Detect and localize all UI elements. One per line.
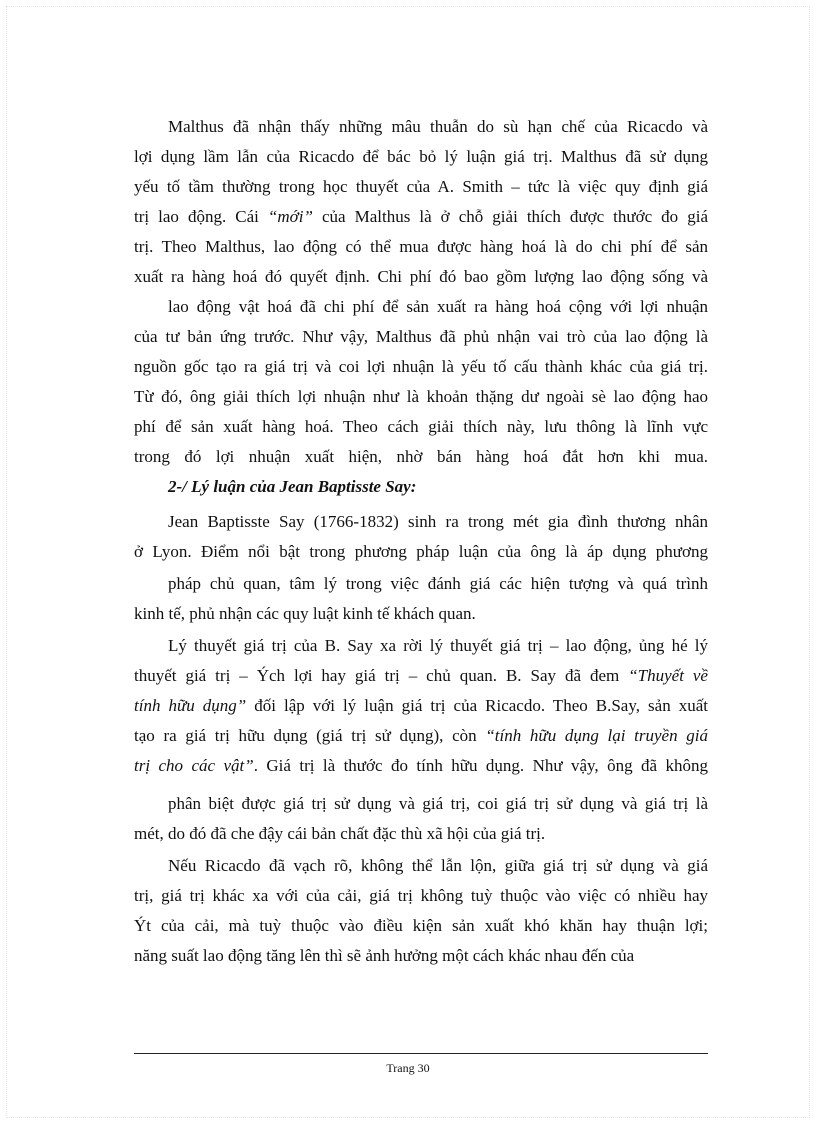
- footer-divider: [134, 1053, 708, 1054]
- paragraph-2-line-4: Từ đó, ông giải thích lợi nhuận như là khoản thặng dư ngoài sè lao động hao: [134, 387, 708, 406]
- italic-quote: “mới”: [267, 207, 313, 226]
- text-run: . Giá trị là thước đo tính hữu dụng. Như vậy, ông đã không: [253, 756, 709, 775]
- italic-quote: trị cho các vật”: [134, 756, 254, 775]
- paragraph-7-line-1: Nếu Ricacdo đã vạch rõ, không thể lẫn lộn, giữa giá trị sử dụng và giá: [168, 856, 708, 875]
- page-number: Trang 30: [386, 1061, 430, 1075]
- italic-quote: “Thuyết về: [628, 666, 708, 685]
- paragraph-1-line-3: yếu tố tầm thường trong học thuyết của A. Smith – tức là việc quy định giá: [134, 177, 708, 196]
- paragraph-7-line-2: trị, giá trị khác xa với của cải, giá trị không tuỳ thuộc vào việc có nhiều hay: [134, 886, 708, 905]
- paragraph-2-line-5: phí để sản xuất hàng hoá. Theo cách giải thích này, lưu thông là lĩnh vực: [134, 417, 708, 436]
- paragraph-1-line-5: trị. Theo Malthus, lao động có thể mua được hàng hoá là do chi phí để sản: [134, 237, 708, 256]
- paragraph-7-line-4: năng suất lao động tăng lên thì sẽ ảnh hưởng một cách khác nhau đến của: [134, 946, 635, 965]
- text-run: thuyết giá trị – Ých lợi hay giá trị – chủ quan. B. Say đã đem: [134, 666, 629, 685]
- paragraph-5-line-1: Lý thuyết giá trị của B. Say xa rời lý thuyết giá trị – lao động, ủng hé lý: [168, 636, 708, 655]
- text-run: đối lập với lý luận giá trị của Ricacdo. Theo B.Say, sản xuất: [246, 696, 708, 715]
- paragraph-3-line-2: ở Lyon. Điểm nổi bật trong phương pháp luận của ông là áp dụng phương: [134, 542, 708, 561]
- paragraph-1-line-2: lợi dụng lầm lẫn của Ricacdo để bác bỏ lý luận giá trị. Malthus đã sử dụng: [134, 147, 708, 166]
- paragraph-1-line-1: Malthus đã nhận thấy những mâu thuẫn do sù hạn chế của Ricacdo và: [168, 117, 708, 136]
- paragraph-2-line-3: nguồn gốc tạo ra giá trị và coi lợi nhuận là yếu tố cấu thành khác của giá trị.: [134, 357, 708, 376]
- paragraph-7-line-3: Ýt của cải, mà tuỳ thuộc vào điều kiện sản xuất khó khăn hay thuận lợi;: [134, 916, 708, 935]
- text-run: trị lao động. Cái: [134, 207, 268, 226]
- paragraph-6-line-2: mét, do đó đã che đậy cái bản chất đặc thù xã hội của giá trị.: [134, 824, 546, 843]
- paragraph-5-line-3: [134, 692, 708, 720]
- paragraph-6-line-1: phân biệt được giá trị sử dụng và giá trị, coi giá trị sử dụng và giá trị là: [168, 794, 708, 813]
- paragraph-2-line-1: lao động vật hoá đã chi phí để sản xuất ra hàng hoá cộng với lợi nhuận: [168, 297, 708, 316]
- paragraph-3-line-1: Jean Baptisste Say (1766-1832) sinh ra trong mét gia đình thương nhân: [168, 512, 708, 531]
- paragraph-1-line-4: [134, 203, 708, 231]
- text-run: tạo ra giá trị hữu dụng (giá trị sử dụng), còn: [134, 726, 486, 745]
- paragraph-4-line-2: kinh tế, phủ nhận các quy luật kinh tế khách quan.: [134, 604, 476, 623]
- paragraph-1-line-6: xuất ra hàng hoá đó quyết định. Chi phí đó bao gồm lượng lao động sống và: [134, 267, 708, 286]
- italic-quote: tính hữu dụng”: [134, 696, 247, 715]
- paragraph-5-line-4: [134, 722, 708, 750]
- paragraph-5-line-2: [134, 662, 708, 690]
- paragraph-2-line-2: của tư bản ứng trước. Như vậy, Malthus đã phủ nhận vai trò của lao động là: [134, 327, 708, 346]
- text-run: của Malthus là ở chỗ giải thích được thước đo giá: [312, 207, 709, 226]
- paragraph-4-line-1: pháp chủ quan, tâm lý trong việc đánh giá các hiện tượng và quá trình: [168, 574, 708, 593]
- section-heading: 2-/ Lý luận của Jean Baptisste Say:: [168, 477, 417, 496]
- paragraph-5-line-5: [134, 752, 708, 780]
- paragraph-2-line-6: trong đó lợi nhuận xuất hiện, nhờ bán hàng hoá đắt hơn khi mua.: [134, 447, 708, 466]
- italic-quote: “tính hữu dụng lại truyền giá: [485, 726, 708, 745]
